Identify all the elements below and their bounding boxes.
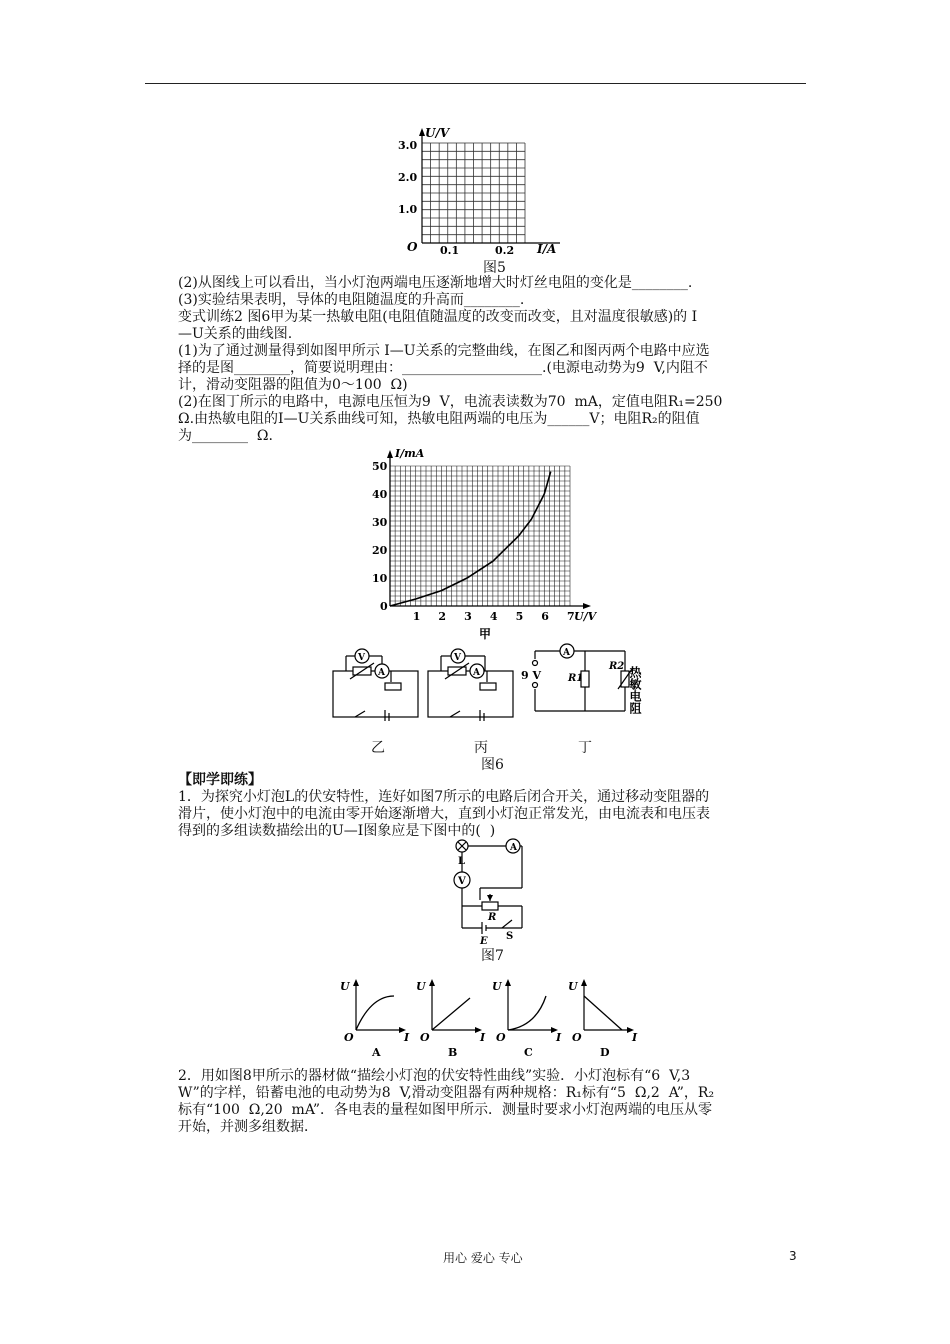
fig6-label-ding: 丁 [578,740,592,756]
option-u-label: U [340,980,350,993]
option-y-arrow [429,979,435,986]
fig6-y-tick: 30 [372,516,388,529]
option-origin: O [344,1031,354,1044]
option-graph-C [492,979,562,1059]
ding-ammeter: A [563,648,570,658]
section-title: 【即学即练】 [178,772,262,788]
yi-voltmeter: V [358,653,365,663]
variant-title-line1: 变式训练2 图6甲为某一热敏电阻(电阻值随温度的改变而改变，且对温度很敏感)的 I [178,309,698,325]
ding-r1: R1 [568,673,584,684]
variant-part1-line3: 计，滑动变阻器的阻值为0～100 Ω) [178,377,408,393]
fig6-label-yi: 乙 [371,740,385,756]
fig5-origin: O [407,240,418,254]
fig7-battery: E [480,936,488,944]
q1-line2: 滑片，使小灯泡中的电流由零开始逐渐增大，直到小灯泡正常发光，由电流表和电压表 [178,806,710,822]
fig7-caption: 图7 [481,948,504,964]
fig6-caption: 图6 [481,757,504,773]
option-u-label: U [568,980,578,993]
fig5-graph [395,123,570,273]
option-letter: A [372,1046,381,1059]
option-graphs [336,978,656,1060]
option-y-arrow [581,979,587,986]
option-origin: O [572,1031,582,1044]
option-y-arrow [353,979,359,986]
ding-thermistor-label: 热敏电阻 [628,666,642,714]
option-i-label: I [556,1031,562,1044]
yi-ammeter: A [378,668,385,678]
option-letter: B [448,1046,458,1059]
fig6-y-tick: 20 [372,544,388,557]
fig5-ytick: 2.0 [398,171,418,184]
q3-text: (3)实验结果表明，导体的电阻随温度的升高而________. [178,292,525,308]
circuit-bing [428,649,513,721]
option-i-label: I [404,1031,410,1044]
variant-part2-line2: Ω.由热敏电阻的I—U关系曲线可知，热敏电阻两端的电压为______V；电阻R₂的阻值 [178,411,700,427]
fig6-chart [360,446,610,646]
fig7-circuit [440,838,540,944]
option-i-label: I [632,1031,638,1044]
option-y-arrow [505,979,511,986]
footer-text: 用心 爱心 专心 [443,1251,523,1265]
fig5-xtick: 0.2 [495,244,515,257]
bing-ammeter: A [473,668,480,678]
variant-title-line2: —U关系的曲线图. [178,326,293,342]
fig5-ytick: 1.0 [398,203,418,216]
option-u-label: U [492,980,502,993]
option-graph-A [340,979,410,1059]
fig6-x-tick: 3 [464,610,472,623]
variant-part2-line1: (2)在图丁所示的电路中，电源电压恒为9 V，电流表读数为70 mA，定值电阻R₁=250 [178,394,723,410]
q2b-line1: 2．用如图8甲所示的器材做“描绘小灯泡的伏安特性曲线”实验．小灯泡标有“6 V,3 [178,1068,691,1084]
fig7-rheostat: R [488,912,497,923]
fig6-x-tick: 2 [438,610,447,623]
q1-line3: 得到的多组读数描绘出的U—I图象应是下图中的( ) [178,823,496,839]
fig6-circuits [325,641,645,721]
fig7-lamp: L [458,856,466,867]
option-graph-D [568,979,638,1059]
fig6-y-label: I/mA [395,447,425,460]
q2b-line3: 标有“100 Ω,20 mA”．各电表的量程如图甲所示．测量时要求小灯泡两端的电压从零 [178,1102,713,1118]
option-graph-B [416,979,486,1059]
fig5-x-label: I/A [537,242,557,256]
ding-r2: R2 [609,661,625,672]
fig7-voltmeter: V [458,876,466,887]
fig6-graph-label: 甲 [479,627,492,641]
option-curve [432,998,470,1030]
fig6-x-tick: 4 [489,610,498,623]
variant-part2-line3: 为________ Ω. [178,428,273,444]
fig7-ammeter: A [510,843,517,853]
fig6-x-label: U/V [574,610,597,623]
q2b-line4: 开始，并测多组数据． [178,1119,318,1135]
fig5-caption: 图5 [483,260,506,276]
fig6-x-tick: 7 [567,610,575,623]
option-curve [356,996,394,1030]
option-curve [584,996,622,1030]
option-letter: D [600,1046,610,1059]
option-i-label: I [480,1031,486,1044]
header-rule [145,83,806,84]
fig5-ytick: 3.0 [398,139,418,152]
option-u-label: U [416,980,426,993]
option-origin: O [420,1031,430,1044]
page-number: 3 [789,1249,797,1263]
fig6-x-tick: 6 [541,610,549,623]
option-origin: O [496,1031,506,1044]
fig6-y-tick: 40 [372,488,388,501]
fig6-origin: 0 [380,600,388,613]
fig5-y-label: U/V [425,126,450,140]
fig6-y-tick: 50 [372,460,388,473]
variant-part1-line1: (1)为了通过测量得到如图甲所示 I—U关系的完整曲线，在图乙和图丙两个电路中应选 [178,343,710,359]
circuit-yi [333,649,418,721]
q2-text: (2)从图线上可以看出，当小灯泡两端电压逐渐地增大时灯丝电阻的变化是________. [178,275,693,291]
fig6-y-tick: 10 [372,572,388,585]
fig7-switch: S [506,931,514,942]
fig6-label-bing: 丙 [474,740,488,756]
q1-line1: 1．为探究小灯泡L的伏安特性，连好如图7所示的电路后闭合开关，通过移动变阻器的 [178,789,710,805]
fig6-x-tick: 1 [412,610,421,623]
bing-voltmeter: V [454,653,461,663]
option-curve [508,996,546,1030]
fig6-x-tick: 5 [515,610,524,623]
variant-part1-line2: 择的是图________，简要说明理由：____________________.(电源电动势为9 V,内阻不 [178,360,708,376]
option-letter: C [524,1046,533,1059]
q2b-line2: W”的字样，铅蓄电池的电动势为8 V,滑动变阻器有两种规格：R₁标有“5 Ω,2 A”，R₂ [178,1085,715,1101]
ding-source: 9 V [521,669,542,682]
fig5-xtick: 0.1 [440,244,460,257]
